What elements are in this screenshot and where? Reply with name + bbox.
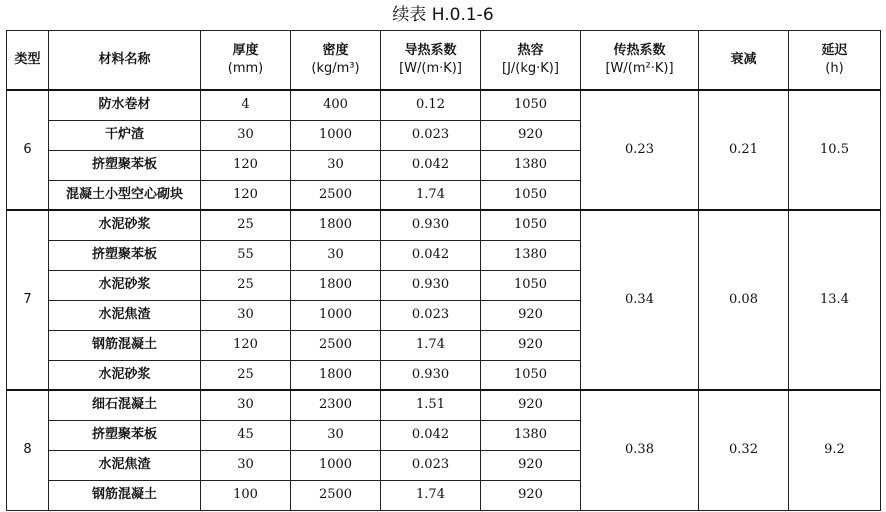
density-cell: 1800 xyxy=(291,270,381,300)
header-delay-label: 延迟 xyxy=(821,43,848,58)
heat-capacity-cell: 920 xyxy=(481,480,581,510)
header-density-label: 密度 xyxy=(322,43,349,58)
heat-capacity-cell: 920 xyxy=(481,450,581,480)
density-cell: 2500 xyxy=(291,330,381,360)
heat-capacity-cell: 920 xyxy=(481,300,581,330)
heat-capacity-cell: 1050 xyxy=(481,360,581,390)
thickness-cell: 30 xyxy=(201,120,291,150)
conductivity-cell: 0.042 xyxy=(381,420,481,450)
density-cell: 1000 xyxy=(291,120,381,150)
header-heat-capacity-label: 热容 xyxy=(517,43,544,58)
header-transfer xyxy=(581,31,699,91)
delay-cell: 13.4 xyxy=(789,210,881,390)
attenuation-cell: 0.21 xyxy=(699,90,789,210)
conductivity-cell: 1.74 xyxy=(381,180,481,210)
thickness-cell: 25 xyxy=(201,270,291,300)
material-name: 细石混凝土 xyxy=(49,390,201,420)
thickness-cell: 120 xyxy=(201,330,291,360)
conductivity-cell: 0.930 xyxy=(381,270,481,300)
thickness-cell: 45 xyxy=(201,420,291,450)
thickness-cell: 25 xyxy=(201,360,291,390)
material-name: 水泥砂浆 xyxy=(49,270,201,300)
conductivity-cell: 0.930 xyxy=(381,210,481,240)
header-type: 类型 xyxy=(7,31,49,91)
type-cell: 8 xyxy=(7,390,49,510)
transfer-cell: 0.34 xyxy=(581,210,699,390)
conductivity-cell: 1.51 xyxy=(381,390,481,420)
material-name: 挤塑聚苯板 xyxy=(49,240,201,270)
material-name: 挤塑聚苯板 xyxy=(49,150,201,180)
conductivity-cell: 0.023 xyxy=(381,300,481,330)
header-density xyxy=(291,31,381,91)
table-row xyxy=(7,90,881,120)
header-conductivity-label: 导热系数 xyxy=(404,43,457,58)
header-transfer-unit: [W/(m²·K)] xyxy=(605,61,674,76)
conductivity-cell: 0.930 xyxy=(381,360,481,390)
header-conductivity-unit: [W/(m·K)] xyxy=(399,61,462,76)
header-attenuation: 衰减 xyxy=(699,31,789,91)
thickness-cell: 100 xyxy=(201,480,291,510)
density-cell: 30 xyxy=(291,240,381,270)
density-cell: 2500 xyxy=(291,480,381,510)
density-cell: 30 xyxy=(291,150,381,180)
heat-capacity-cell: 1050 xyxy=(481,210,581,240)
thickness-cell: 30 xyxy=(201,450,291,480)
heat-capacity-cell: 1380 xyxy=(481,240,581,270)
heat-capacity-cell: 920 xyxy=(481,330,581,360)
header-name: 材料名称 xyxy=(49,31,201,91)
attenuation-cell: 0.08 xyxy=(699,210,789,390)
thickness-cell: 120 xyxy=(201,150,291,180)
heat-capacity-cell: 1050 xyxy=(481,270,581,300)
transfer-cell: 0.23 xyxy=(581,90,699,210)
material-name: 钢筋混凝土 xyxy=(49,480,201,510)
conductivity-cell: 1.74 xyxy=(381,480,481,510)
header-density-unit: (kg/m³) xyxy=(311,61,360,76)
header-thickness-label: 厚度 xyxy=(232,43,259,58)
thickness-cell: 4 xyxy=(201,90,291,120)
conductivity-cell: 0.042 xyxy=(381,150,481,180)
heat-capacity-cell: 1380 xyxy=(481,420,581,450)
delay-cell: 9.2 xyxy=(789,390,881,510)
table-row xyxy=(7,210,881,240)
header-delay-unit: (h) xyxy=(825,61,844,76)
material-name: 混凝土小型空心砌块 xyxy=(49,180,201,210)
density-cell: 1000 xyxy=(291,300,381,330)
thickness-cell: 30 xyxy=(201,390,291,420)
thickness-cell: 55 xyxy=(201,240,291,270)
material-name: 挤塑聚苯板 xyxy=(49,420,201,450)
material-name: 水泥砂浆 xyxy=(49,210,201,240)
thickness-cell: 25 xyxy=(201,210,291,240)
heat-capacity-cell: 920 xyxy=(481,390,581,420)
header-row xyxy=(7,31,881,91)
type-cell: 6 xyxy=(7,90,49,210)
material-name: 钢筋混凝土 xyxy=(49,330,201,360)
material-name: 水泥焦渣 xyxy=(49,300,201,330)
conductivity-cell: 0.12 xyxy=(381,90,481,120)
header-heat-capacity xyxy=(481,31,581,91)
density-cell: 1800 xyxy=(291,360,381,390)
density-cell: 1000 xyxy=(291,450,381,480)
material-name: 干炉渣 xyxy=(49,120,201,150)
attenuation-cell: 0.32 xyxy=(699,390,789,510)
heat-capacity-cell: 1050 xyxy=(481,90,581,120)
header-thickness xyxy=(201,31,291,91)
transfer-cell: 0.38 xyxy=(581,390,699,510)
conductivity-cell: 0.042 xyxy=(381,240,481,270)
material-name: 防水卷材 xyxy=(49,90,201,120)
header-delay xyxy=(789,31,881,91)
conductivity-cell: 1.74 xyxy=(381,330,481,360)
table-row xyxy=(7,390,881,420)
header-conductivity xyxy=(381,31,481,91)
material-name: 水泥砂浆 xyxy=(49,360,201,390)
type-cell: 7 xyxy=(7,210,49,390)
header-transfer-label: 传热系数 xyxy=(613,43,666,58)
material-name: 水泥焦渣 xyxy=(49,450,201,480)
density-cell: 1800 xyxy=(291,210,381,240)
conductivity-cell: 0.023 xyxy=(381,450,481,480)
conductivity-cell: 0.023 xyxy=(381,120,481,150)
header-thickness-unit: (mm) xyxy=(227,61,264,76)
header-heat-capacity-unit: [J/(kg·K)] xyxy=(502,61,559,76)
materials-table xyxy=(6,30,881,511)
thickness-cell: 30 xyxy=(201,300,291,330)
density-cell: 400 xyxy=(291,90,381,120)
heat-capacity-cell: 1380 xyxy=(481,150,581,180)
heat-capacity-cell: 1050 xyxy=(481,180,581,210)
heat-capacity-cell: 920 xyxy=(481,120,581,150)
density-cell: 30 xyxy=(291,420,381,450)
thickness-cell: 120 xyxy=(201,180,291,210)
density-cell: 2300 xyxy=(291,390,381,420)
density-cell: 2500 xyxy=(291,180,381,210)
table-caption: 续表 H.0.1-6 xyxy=(392,5,494,25)
delay-cell: 10.5 xyxy=(789,90,881,210)
